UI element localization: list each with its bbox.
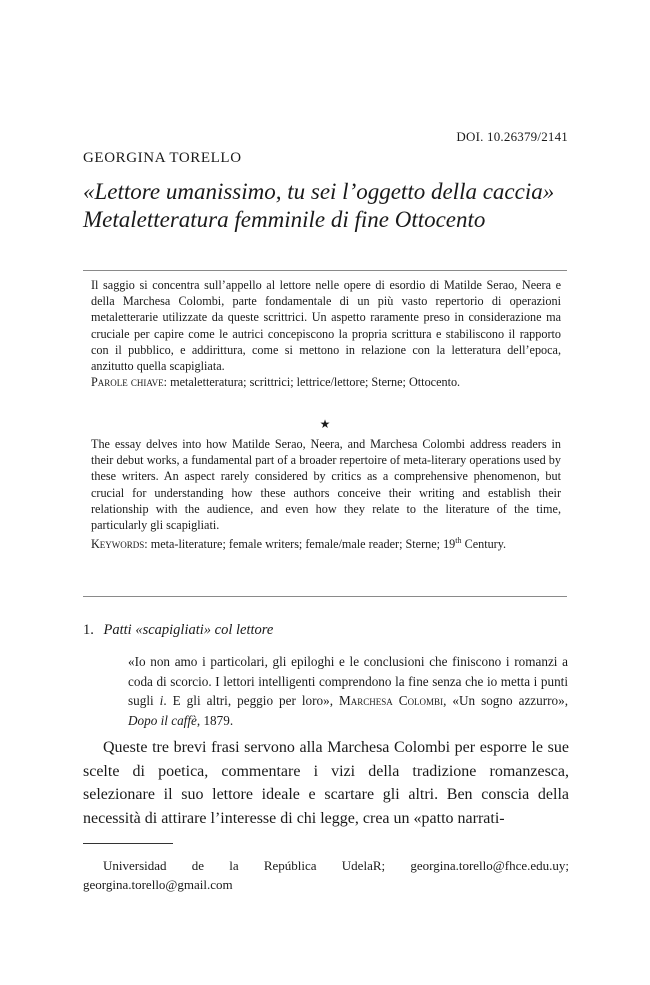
footnote: Universidad de la República UdelaR; georgina.torello@fhce.edu.uy; georgina.torello@gmail.com	[83, 858, 569, 892]
quote-book: Dopo il caffè	[128, 712, 197, 728]
quote-year: , 1879.	[196, 712, 234, 728]
keywords-label-it: Parole chiave:	[91, 375, 168, 390]
epigraph-quote	[128, 652, 568, 730]
abstract-english	[91, 436, 561, 552]
footnote-rule	[83, 843, 173, 844]
abstract-italian-text: Il saggio si concentra sull’appello al lettore nelle opere di esordio di Matilde Serao, Neera e della Marchesa Colombi, parte fondamentale di un più vasto repertorio di operazioni metaletterarie utilizzate da queste scrittrici. Un aspetto raramente preso in considerazione ma cruciale per capire come le autrici concepiscono la propria scrittura e stabiliscono il rapporto con il pubblico, e addirittura, come si mettono in relazione con la letteratura dell’epoca, anzitutto quella scapigliata.	[91, 278, 561, 374]
quote-text-3: , «Un sogno azzurro»,	[443, 693, 569, 708]
abstract-italian	[91, 277, 561, 390]
body-paragraph: Queste tre brevi frasi servono alla Marchesa Colombi per esporre le sue scelte di poetica, commentare i vizi della tradizione romanzesca, selezionare il suo lettore ideale e scartare gli altri. Ben conscia della necessità di attirare l’interesse di chi legge, crea un «patto narrati-	[83, 739, 569, 827]
keywords-it: metaletteratura; scrittrici; lettrice/lettore; Sterne; Ottocento.	[167, 375, 461, 390]
quote-author: Marchesa Colombi	[339, 693, 444, 708]
abstract-top-rule	[83, 270, 567, 271]
quote-text-2: . E gli altri, peggio per loro»,	[163, 693, 340, 708]
keywords-en-sup: th	[455, 536, 462, 546]
title-line-1: «Lettore umanissimo, tu sei l’oggetto della caccia»	[83, 179, 555, 204]
section-number: 1.	[83, 622, 94, 638]
article-title	[83, 178, 583, 234]
keywords-en-end: Century.	[461, 537, 507, 552]
quote-text: «Io non amo i particolari, gli epiloghi e le conclusioni che finiscono i romanzi a coda di scorcio. I lettori intelligenti comprendono la fine senza che io metta i punti sugli	[128, 654, 568, 708]
title-line-2: Metaletteratura femminile di fine Ottocento	[83, 207, 486, 232]
section-title: Patti «scapigliati» col lettore	[103, 622, 274, 638]
quote-italic-i: i	[159, 693, 164, 708]
keywords-label-en: Keywords:	[91, 537, 148, 552]
abstract-english-text: The essay delves into how Matilde Serao, Neera, and Marchesa Colombi address readers in their debut works, a fundamental part of a broader repertoire of meta-literary operations used by these writers. An aspect rarely considered by critics as a comprehensive phenomenon, but crucial for understanding how these authors conceive their writing and establish their relationship with the audience, and even how they relate to the literature of the time, particularly gli scapigliati.	[91, 437, 561, 533]
separator-star: ★	[319, 417, 331, 431]
keywords-en: meta-literature; female writers; female/male reader; Sterne; 19	[147, 537, 456, 552]
author-name: GEORGINA TORELLO	[83, 150, 242, 166]
abstract-bottom-rule	[83, 596, 567, 597]
section-heading	[83, 622, 273, 639]
doi: DOI. 10.26379/2141	[456, 129, 568, 144]
